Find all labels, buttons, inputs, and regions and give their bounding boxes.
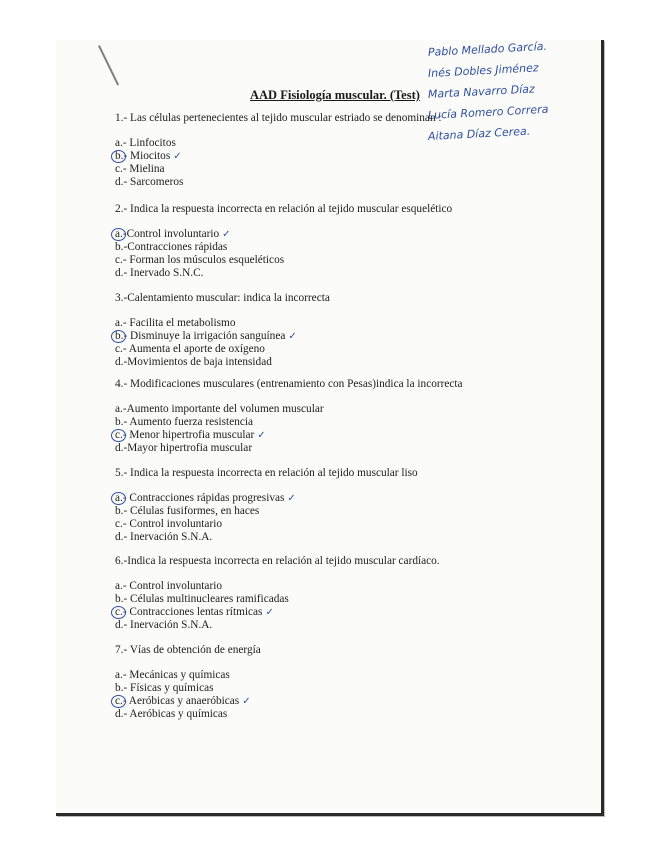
option-label: b.- Células multinucleares ramificadas (115, 593, 289, 605)
answer-option (115, 593, 440, 606)
check-mark-icon: ✓ (287, 493, 296, 504)
option-label: c.- Control involuntario (115, 518, 222, 530)
question-block (115, 378, 463, 455)
answer-option (115, 416, 463, 429)
answer-option (115, 403, 463, 416)
circled-answer-mark (111, 429, 126, 442)
option-label: a.- Facilita el metabolismo (115, 317, 236, 329)
option-label: c.- Aeróbicas y anaeróbicas (115, 695, 240, 707)
answer-option (115, 669, 261, 682)
option-label: a.-Control involuntario (115, 228, 220, 240)
option-label: d.- Aeróbicas y químicas (115, 708, 228, 720)
circled-answer-mark (111, 228, 126, 241)
answer-option (115, 518, 418, 531)
answer-option (115, 343, 330, 356)
question-text: 7.- Vías de obtención de energía (115, 644, 261, 656)
answer-option (115, 606, 440, 619)
answer-option (115, 708, 261, 721)
circled-answer-mark (111, 606, 126, 619)
option-label: c.- Mielina (115, 163, 165, 175)
handwritten-authors (427, 39, 608, 147)
author-name: Inés Dobles Jiménez (427, 61, 539, 80)
option-label: d.-Mayor hipertrofia muscular (115, 442, 253, 454)
question-block (115, 292, 330, 369)
question-text: 6.-Indica la respuesta incorrecta en relación al tejido muscular cardíaco. (115, 555, 440, 567)
answer-option (115, 619, 440, 632)
circled-answer-mark (111, 150, 126, 163)
option-label: a.- Mecánicas y químicas (115, 669, 230, 681)
option-label: c.- Menor hipertrofia muscular (115, 429, 255, 441)
option-label: a.- Linfocitos (115, 137, 176, 149)
answer-option (115, 505, 418, 518)
answer-option (115, 176, 442, 189)
option-label: b.-Contracciones rápidas (115, 241, 228, 253)
answer-option (115, 137, 442, 150)
option-label: c.- Forman los músculos esqueléticos (115, 254, 285, 266)
option-label: a.-Aumento importante del volumen muscular (115, 403, 324, 415)
answer-option (115, 228, 452, 241)
check-mark-icon: ✓ (173, 151, 182, 162)
option-label: c.- Contracciones lentas rítmicas (115, 606, 263, 618)
answer-option (115, 163, 442, 176)
option-label: b.- Disminuye la irrigación sanguínea (115, 330, 286, 342)
author-name: Aitana Díaz Cerea. (427, 124, 531, 143)
option-label: d.- Sarcomeros (115, 176, 184, 188)
answer-option (115, 254, 452, 267)
option-label: d.- Inervación S.N.A. (115, 531, 213, 543)
option-label: c.- Aumenta el aporte de oxígeno (115, 343, 265, 355)
circled-answer-mark (111, 695, 126, 708)
answer-option (115, 241, 452, 254)
question-block (115, 203, 452, 280)
question-block (115, 644, 261, 721)
answer-option (115, 682, 261, 695)
option-label: a.- Control involuntario (115, 580, 222, 592)
option-label: b.- Miocitos (115, 150, 171, 162)
answer-option (115, 267, 452, 280)
answer-option (115, 492, 418, 505)
answer-option (115, 580, 440, 593)
answer-option (115, 317, 330, 330)
question-text: 1.- Las células pertenecientes al tejido muscular estriado se denominan : (115, 112, 442, 124)
page-title: AAD Fisiología muscular. (Test) (250, 88, 420, 102)
check-mark-icon: ✓ (257, 430, 266, 441)
option-label: d.- Inervado S.N.C. (115, 267, 204, 279)
question-text: 4.- Modificaciones musculares (entrenamiento con Pesas)indica la incorrecta (115, 378, 463, 390)
check-mark-icon: ✓ (242, 696, 251, 707)
answer-option (115, 330, 330, 343)
answer-option (115, 356, 330, 369)
option-label: b.- Aumento fuerza resistencia (115, 416, 254, 428)
answer-option (115, 429, 463, 442)
check-mark-icon: ✓ (265, 607, 274, 618)
option-label: b.- Células fusiformes, en haces (115, 505, 260, 517)
option-label: d.-Movimientos de baja intensidad (115, 356, 272, 368)
question-text: 2.- Indica la respuesta incorrecta en relación al tejido muscular esquelético (115, 203, 453, 215)
author-name: Lucía Romero Correra (427, 102, 549, 122)
answer-option (115, 442, 463, 455)
question-text: 5.- Indica la respuesta incorrecta en relación al tejido muscular liso (115, 467, 418, 479)
answer-option (115, 695, 261, 708)
option-label: b.- Físicas y químicas (115, 682, 214, 694)
check-mark-icon: ✓ (288, 331, 297, 342)
answer-option (115, 531, 418, 544)
author-name: Marta Navarro Díaz (427, 82, 536, 101)
circled-answer-mark (111, 492, 126, 505)
author-name: Pablo Mellado García. (427, 39, 548, 59)
question-block (115, 112, 442, 189)
question-block (115, 467, 418, 544)
option-label: d.- Inervación S.N.A. (115, 619, 213, 631)
question-block (115, 555, 440, 632)
option-label: a.- Contracciones rápidas progresivas (115, 492, 285, 504)
circled-answer-mark (111, 330, 126, 343)
question-text: 3.-Calentamiento muscular: indica la incorrecta (115, 292, 330, 304)
answer-option (115, 150, 442, 163)
check-mark-icon: ✓ (222, 229, 231, 240)
